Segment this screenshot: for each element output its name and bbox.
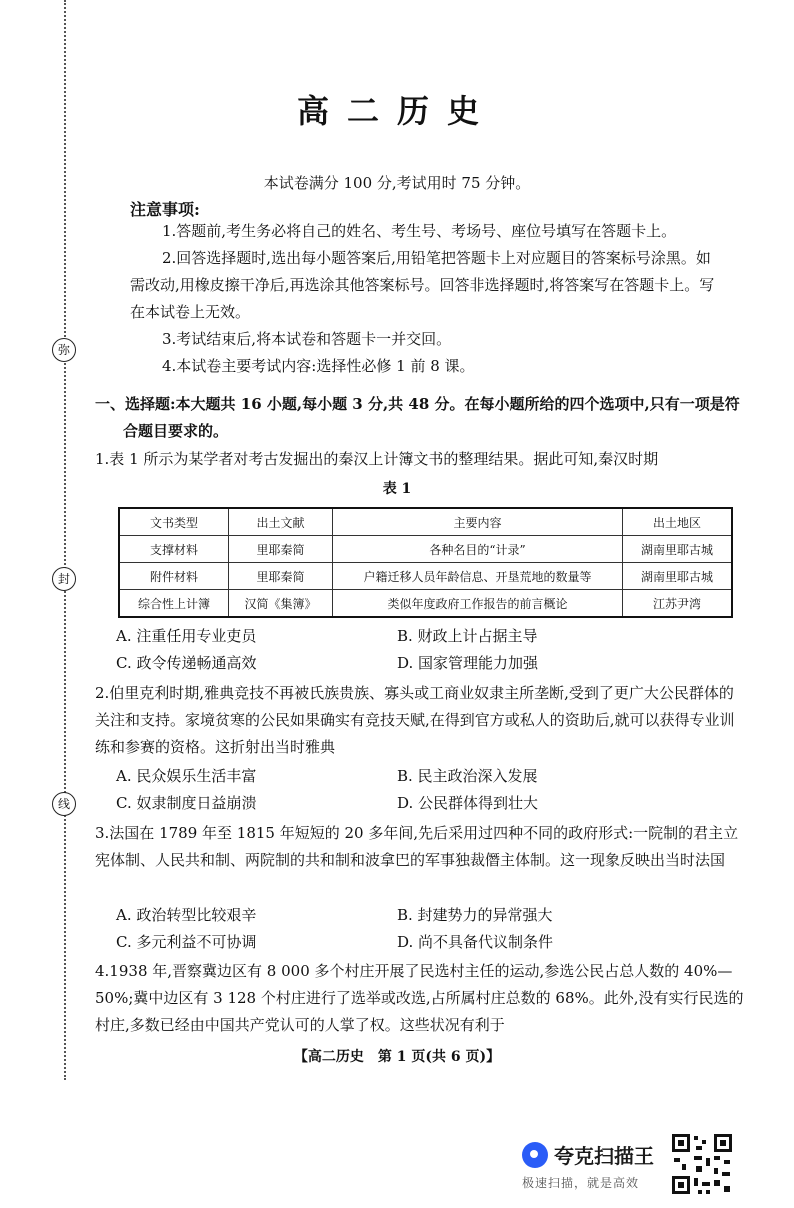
table-cell: 汉简《集簿》 — [229, 590, 333, 618]
exam-info: 本试卷满分 100 分,考试用时 75 分钟。 — [263, 174, 531, 192]
option-a: A. 民众娱乐生活丰富 — [116, 767, 257, 785]
table-cell: 类似年度政府工作报告的前言概论 — [333, 590, 623, 618]
table-cell: 湖南里耶古城 — [623, 536, 733, 563]
question-1-options — [116, 623, 716, 677]
scanner-slogan: 极速扫描，就是高效 — [522, 1176, 640, 1190]
table-cell: 里耶秦简 — [229, 536, 333, 563]
option-b: B. 财政上计占据主导 — [397, 627, 538, 645]
table-row — [119, 590, 732, 618]
notice-item-1: 1.答题前,考生务必将自己的姓名、考生号、考场号、座位号填写在答题卡上。 — [162, 222, 677, 240]
notice-list — [130, 218, 720, 380]
question-3-stem: 3.法国在 1789 年至 1815 年短短的 20 多年间,先后采用过四种不同的政府形式:一院制的君主立宪体制、人民共和制、两院制的共和制和波拿巴的军事独裁僭主体制。这一现象反映出当时法国 — [95, 824, 739, 869]
scanner-watermark — [522, 1140, 654, 1169]
option-d: D. 国家管理能力加强 — [397, 654, 539, 672]
data-table — [118, 507, 733, 618]
qr-code-icon — [670, 1132, 734, 1196]
table-cell: 综合性上计簿 — [119, 590, 229, 618]
binding-line — [64, 0, 66, 1080]
seal-xian: 线 — [52, 792, 76, 816]
option-d: D. 尚不具备代议制条件 — [397, 933, 554, 951]
table-header-row — [119, 508, 732, 536]
notice-item-2: 2.回答选择题时,选出每小题答案后,用铅笔把答题卡上对应题目的答案标号涂黑。如需改动,用橡皮擦干净后,再选涂其他答案标号。回答非选择题时,将答案写在答题卡上。写在本试卷上无效。 — [130, 249, 715, 321]
table-cell: 里耶秦简 — [229, 563, 333, 590]
table-cell: 户籍迁移人员年龄信息、开垦荒地的数量等 — [333, 563, 623, 590]
question-2-stem: 2.伯里克利时期,雅典竞技不再被氏族贵族、寡头或工商业奴隶主所垄断,受到了更广大公民群体的关注和支持。家境贫寒的公民如果确实有竞技天赋,在得到官方或私人的资助后,就可以获得专业训练和参赛的资格。这折射出当时雅典 — [95, 684, 735, 756]
option-c: C. 政令传递畅通高效 — [116, 654, 257, 672]
table-cell: 附件材料 — [119, 563, 229, 590]
scanner-logo-icon — [522, 1142, 548, 1168]
option-a: A. 政治转型比较艰辛 — [116, 906, 257, 924]
notice-heading: 注意事项: — [130, 200, 200, 219]
scanner-name: 夸克扫描王 — [554, 1144, 654, 1168]
table-caption: 表 1 — [382, 481, 412, 497]
question-4 — [95, 958, 745, 1039]
table-row — [119, 563, 732, 590]
table-cell: 湖南里耶古城 — [623, 563, 733, 590]
question-4-stem: 4.1938 年,晋察冀边区有 8 000 多个村庄开展了民选村主任的运动,参选公民占总人数的 40%—50%;冀中边区有 3 128 个村庄进行了选举或改选,占所属村庄总数的 68%。此外,没有实行民选的村庄,多数已经由中国共产党认可的人掌了权。这些状况有利于 — [95, 962, 744, 1034]
table-cell: 江苏尹湾 — [623, 590, 733, 618]
question-3 — [95, 820, 745, 874]
table-header: 文书类型 — [119, 508, 229, 536]
table-cell: 支撑材料 — [119, 536, 229, 563]
option-b: B. 封建势力的异常强大 — [397, 906, 553, 924]
table-cell: 各种名目的“计录” — [333, 536, 623, 563]
seal-mi: 弥 — [52, 338, 76, 362]
question-3-options — [116, 902, 716, 956]
table-header: 主要内容 — [333, 508, 623, 536]
option-c: C. 奴隶制度日益崩溃 — [116, 794, 257, 812]
section-heading: 一、选择题:本大题共 16 小题,每小题 3 分,共 48 分。在每小题所给的四个选项中,只有一项是符合题目要求的。 — [95, 395, 740, 440]
option-b: B. 民主政治深入发展 — [397, 767, 538, 785]
notice-item-3: 3.考试结束后,将本试卷和答题卡一并交回。 — [162, 330, 452, 348]
notice-item-4: 4.本试卷主要考试内容:选择性必修 1 前 8 课。 — [162, 357, 475, 375]
option-d: D. 公民群体得到壮大 — [397, 794, 539, 812]
page-title: 高二历史 — [296, 92, 497, 130]
question-2 — [95, 680, 745, 761]
page-footer: 【高二历史 第 1 页(共 6 页)】 — [293, 1049, 501, 1065]
question-1 — [95, 446, 745, 473]
table-header: 出土文献 — [229, 508, 333, 536]
table-row — [119, 536, 732, 563]
option-c: C. 多元利益不可协调 — [116, 933, 257, 951]
option-a: A. 注重任用专业吏员 — [116, 627, 257, 645]
question-1-stem: 1.表 1 所示为某学者对考古发掘出的秦汉上计簿文书的整理结果。据此可知,秦汉时期 — [95, 450, 659, 468]
table-header: 出土地区 — [623, 508, 733, 536]
question-2-options — [116, 763, 716, 817]
seal-feng: 封 — [52, 567, 76, 591]
